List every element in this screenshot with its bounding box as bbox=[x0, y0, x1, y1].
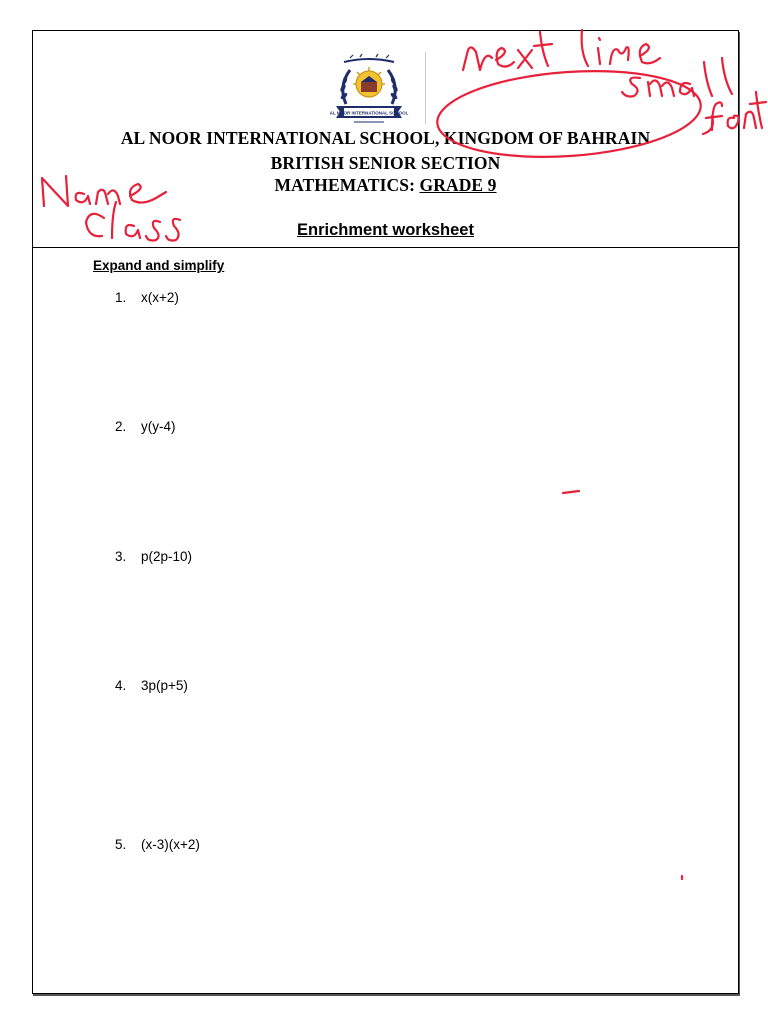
question-5 bbox=[115, 837, 200, 852]
question-number: 2. bbox=[115, 419, 127, 434]
subject-line bbox=[33, 175, 738, 196]
section-name: BRITISH SENIOR SECTION bbox=[270, 153, 501, 173]
question-expression: y(y-4) bbox=[141, 419, 176, 434]
worksheet-title: Enrichment worksheet bbox=[297, 221, 474, 239]
question-expression: p(2p-10) bbox=[141, 549, 193, 564]
question-1 bbox=[115, 290, 179, 305]
question-2 bbox=[115, 419, 176, 434]
logo-divider bbox=[425, 52, 426, 124]
grade-label: GRADE 9 bbox=[419, 175, 497, 195]
header-divider bbox=[33, 247, 738, 248]
instruction-heading: Expand and simplify bbox=[93, 258, 225, 273]
question-number: 5. bbox=[115, 837, 127, 852]
question-expression: 3p(p+5) bbox=[141, 678, 188, 693]
question-number: 3. bbox=[115, 549, 127, 564]
question-4 bbox=[115, 678, 188, 693]
logo-ribbon-text: AL NOOR INTERNATIONAL SCHOOL bbox=[329, 110, 409, 116]
school-logo bbox=[316, 52, 422, 124]
subject-label: MATHEMATICS: bbox=[274, 175, 420, 195]
question-number: 4. bbox=[115, 678, 127, 693]
school-name: AL NOOR INTERNATIONAL SCHOOL, KINGDOM OF BAHRAIN bbox=[120, 128, 651, 148]
question-expression: x(x+2) bbox=[141, 290, 179, 305]
question-number: 1. bbox=[115, 290, 127, 305]
question-expression: (x-3)(x+2) bbox=[141, 837, 200, 852]
question-3 bbox=[115, 549, 192, 564]
